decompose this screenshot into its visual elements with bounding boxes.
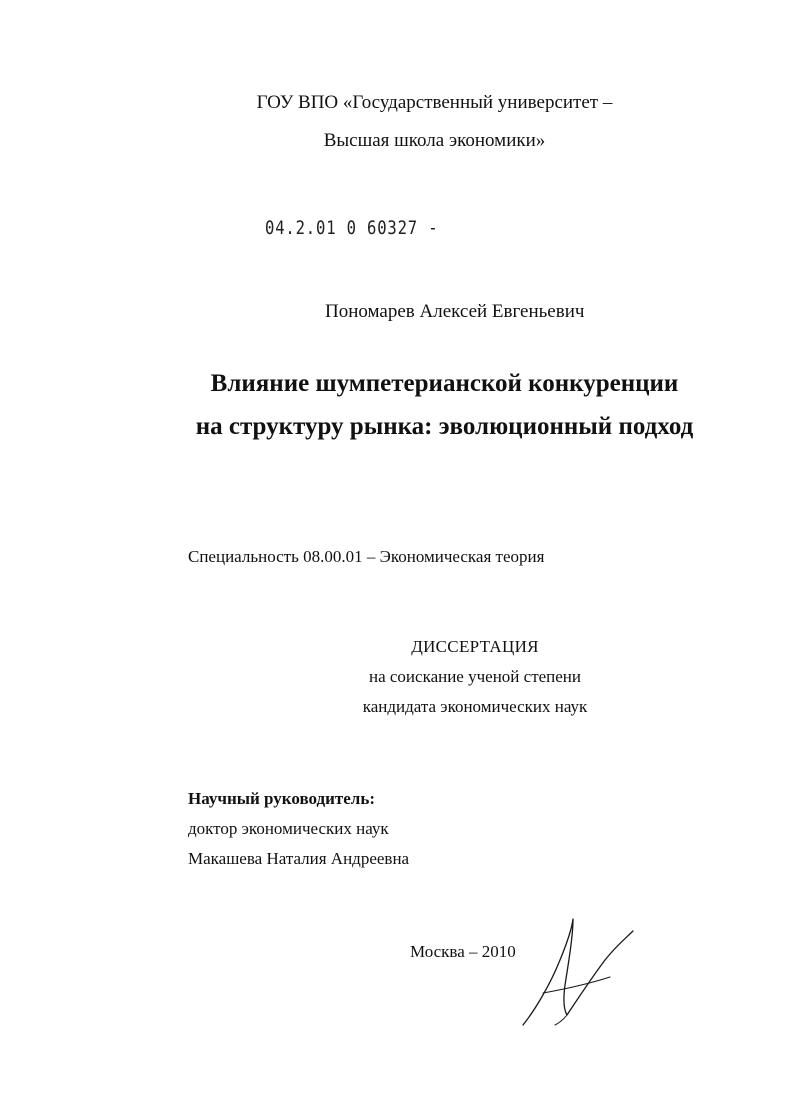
specialty: Специальность 08.00.01 – Экономическая теория	[188, 547, 545, 566]
dissertation-title-line-2: на структуру рынка: эволюционный подход	[195, 413, 694, 440]
registration-stamp-number: 04.2.01 0 60327 -	[265, 217, 439, 239]
place-and-year: Москва – 2010	[410, 942, 516, 961]
handwritten-signature	[515, 915, 640, 1030]
institution-line-2: Высшая школа экономики»	[323, 130, 546, 151]
institution-line-1: ГОУ ВПО «Государственный университет –	[256, 92, 613, 113]
supervisor-degree: доктор экономических наук	[188, 819, 389, 838]
author-name: Пономарев Алексей Евгеньевич	[325, 301, 585, 322]
supervisor-label: Научный руководитель:	[188, 789, 375, 808]
supervisor-name: Макашева Наталия Андреевна	[188, 849, 410, 868]
dissertation-heading: ДИССЕРТАЦИЯ	[411, 637, 539, 656]
dissertation-purpose-line-2: кандидата экономических наук	[362, 697, 588, 716]
dissertation-title-line-1: Влияние шумпетерианской конкуренции	[210, 370, 679, 397]
dissertation-purpose-line-1: на соискание ученой степени	[368, 667, 582, 686]
